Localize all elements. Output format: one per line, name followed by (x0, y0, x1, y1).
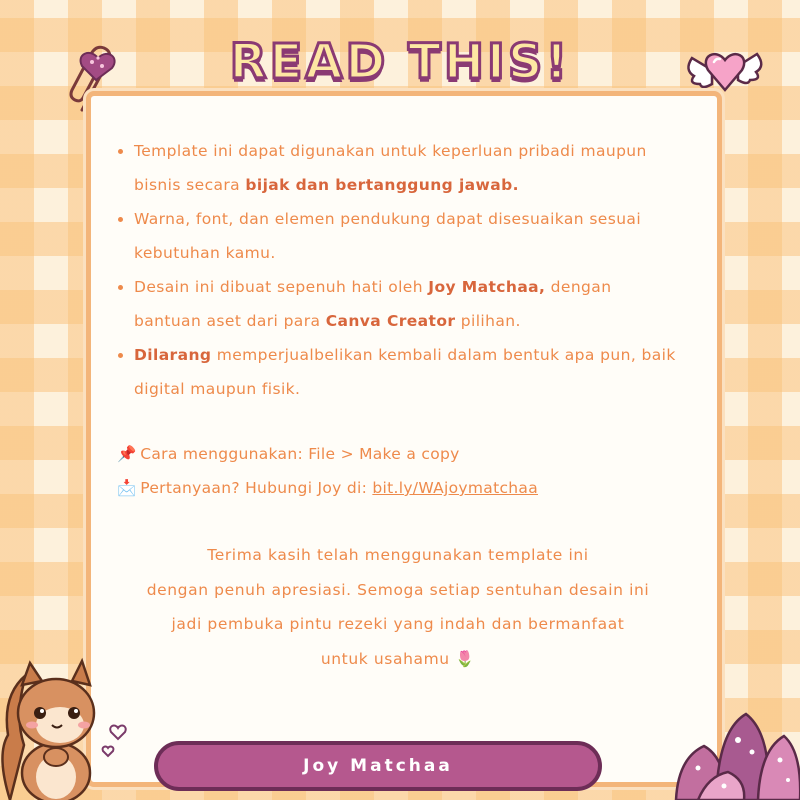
list-item: Dilarang memperjualbelikan kembali dalam bentuk apa pun, baik digital maupun fisik. (116, 338, 676, 406)
page-title: READ THIS! (229, 34, 571, 90)
info-block (117, 437, 538, 505)
list-item: Warna, font, dan elemen pendukung dapat disesuaikan sesuai kebutuhan kamu. (116, 202, 676, 270)
contact-text: Pertanyaan? Hubungi Joy di: (140, 479, 373, 497)
mushrooms-icon (668, 700, 800, 800)
list-item: Desain ini dibuat sepenuh hati oleh Joy Matchaa, dengan bantuan aset dari para Canva Creator pilihan. (116, 270, 676, 338)
list-item: Template ini dapat digunakan untuk keperluan pribadi maupun bisnis secara bijak dan bertanggung jawab. (116, 134, 676, 202)
squirrel-icon (0, 655, 110, 800)
closing-message (108, 538, 688, 676)
hearts-icon (98, 720, 134, 762)
pushpin-icon: 📌 (117, 445, 137, 463)
contact-line (117, 471, 538, 505)
closing-line-2: dengan penuh apresiasi. Semoga setiap sentuhan desain ini (146, 580, 650, 599)
tulip-icon: 🌷 (455, 649, 476, 668)
contact-link[interactable]: bit.ly/WAjoymatchaa (372, 479, 538, 497)
usage-text: Cara menggunakan: File > Make a copy (140, 445, 460, 463)
mail-icon: 📩 (117, 479, 137, 497)
closing-line-1: Terima kasih telah menggunakan template ini (207, 546, 589, 564)
footer-brand-pill: Joy Matchaa (154, 741, 602, 791)
usage-line (117, 437, 538, 471)
rules-list (116, 134, 676, 406)
closing-line-4: untuk usahamu 🌷 (320, 649, 476, 668)
closing-line-3: jadi pembuka pintu rezeki yang indah dan bermanfaat (171, 615, 625, 633)
